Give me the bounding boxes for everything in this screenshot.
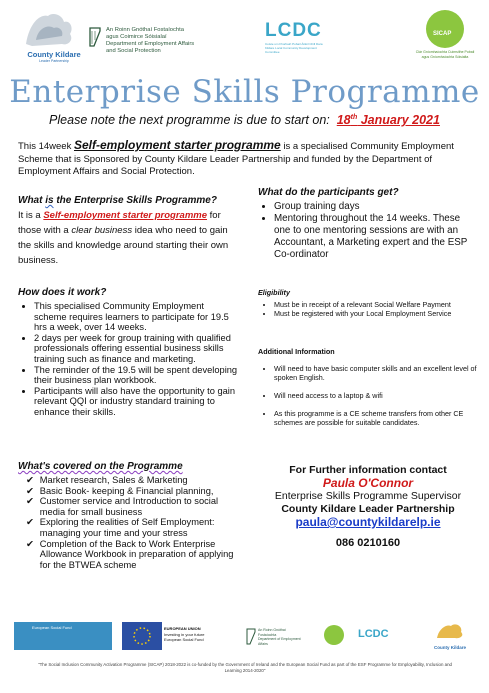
- lcdc-logo: LCDC Coiste um Fhorbairt Pobail Áitiúil Chill Dara Kildare Local Community Development Committee: [265, 20, 345, 54]
- what-is-section: [18, 195, 238, 268]
- how-works-list: [18, 301, 238, 418]
- list-item: • Must be in receipt of a relevant Social Welfare Payment: [274, 300, 478, 309]
- contact-role: Enterprise Skills Programme Supervisor: [274, 490, 462, 502]
- list-item: ✔ Exploring the realities of Self Employment: managing your time and your stress: [26, 517, 215, 538]
- participants-heading: What do the participants get?: [258, 187, 399, 198]
- contact-name: Paula O'Connor: [322, 476, 414, 490]
- covered-heading: What's covered on the Programme: [18, 461, 183, 472]
- list-item: ✔ Customer service and Introduction to social media for small business: [26, 496, 219, 517]
- eligibility-section: [258, 288, 478, 318]
- lcdc-sub: Coiste um Fhorbairt Pobail Áitiúil Chill Dara Kildare Local Community Development Committee: [265, 42, 323, 54]
- additional-section: [258, 347, 478, 427]
- list-item: ✔ Basic Book- keeping & Financial planning,: [26, 485, 214, 496]
- footer-sicap-icon: [314, 622, 354, 650]
- check-icon: ✔: [26, 517, 34, 528]
- list-item: • Mentoring throughout the 14 weeks. These one to one mentoring sessions are with an Accountant, a Marketing expert and the ESP Co-ordinator: [274, 213, 478, 261]
- county-kildare-emblem-icon: [22, 10, 76, 50]
- county-kildare-tagline: Leader Partnership: [39, 59, 69, 63]
- covered-section: [18, 461, 238, 570]
- footer-dept-text: An Roinn Gnóthaí Fostaíochta Department of Employment Affairs: [258, 628, 301, 646]
- contact-block: [258, 464, 478, 550]
- start-date: 18th January 2021: [336, 113, 440, 127]
- what-is-text: It is a Self-employment starter programme for those with a clear business idea who need to gain the skills and knowledge around starting their own business.: [18, 210, 229, 266]
- footer-statement: "The Social Inclusion Community Activation Programme (SICAP) 2018-2022 is co-funded by the Government of Ireland and the European Social Fund as part of the ESF Programme for Employability, Inclusion and Learning 2014-2020": [38, 662, 452, 673]
- additional-list: [258, 364, 478, 427]
- list-item: • Must be registered with your Local Employment Service: [274, 309, 478, 318]
- covered-list: [18, 475, 238, 570]
- intro-highlight: Self-employment starter programme: [73, 138, 281, 152]
- check-icon: ✔: [26, 538, 34, 549]
- additional-heading: Additional Information: [258, 347, 335, 356]
- list-item: • As this programme is a CE scheme transfers from other CE schemes are possible for suitable candidates.: [274, 409, 478, 427]
- footer-lcdc-logo: LCDC: [358, 628, 389, 640]
- sicap-circle-icon: SICAP: [426, 10, 464, 48]
- eu-text: EUROPEAN UNION Investing in your future European Social Fund: [164, 626, 205, 642]
- list-item: • Group training days: [274, 201, 478, 213]
- start-date-notice: Please note the next programme is due to start on: 18th January 2021: [49, 113, 440, 127]
- participants-list: [258, 201, 478, 261]
- contact-org: County Kildare Leader Partnership: [281, 503, 455, 515]
- list-item: ✔ Completion of the Back to Work Enterprise Allowance Workbook in preparation of applying for the BTWEA scheme: [26, 538, 234, 570]
- participants-section: [258, 187, 478, 261]
- esf-programme-logo: European Social Fund: [14, 622, 112, 650]
- county-kildare-logo: [14, 10, 84, 68]
- department-logo-text: An Roinn Gnóthaí Fostaíochta agus Coimirce Sóisialaí Department of Employment Affairs and Social Protection: [106, 27, 195, 54]
- list-item: • Participants will also have the opportunity to gain relevant QQI or industry standard training to enhance their skills.: [34, 386, 238, 418]
- list-item: • Will need access to a laptop & wifi: [274, 391, 478, 400]
- check-icon: ✔: [26, 485, 34, 496]
- footer-county-kildare-logo: County Kildare: [422, 622, 478, 650]
- page-title: Enterprise Skills Programme: [9, 74, 480, 110]
- contact-heading: For Further information contact: [289, 464, 447, 476]
- eligibility-list: [258, 300, 478, 318]
- what-is-heading: What is the Enterprise Skills Programme?: [18, 195, 217, 206]
- contact-email-link[interactable]: paula@countykildarelp.ie: [295, 515, 441, 529]
- county-kildare-name: County Kildare: [27, 50, 81, 59]
- eligibility-heading: Eligibility: [258, 288, 290, 297]
- harp-icon: [88, 26, 102, 48]
- list-item: • 2 days per week for group training with qualified professionals offering essential business skills training such as finance and marketing.: [34, 333, 238, 365]
- check-icon: ✔: [26, 496, 34, 507]
- how-works-section: [18, 287, 238, 418]
- list-item: • The reminder of the 19.5 will be spent developing their business plan workbook.: [34, 365, 238, 386]
- how-works-heading: How does it work?: [18, 287, 107, 298]
- list-item: • Will need to have basic computer skills and an excellent level of spoken English.: [274, 364, 478, 382]
- list-item: ✔ Market research, Sales & Marketing: [26, 475, 188, 485]
- contact-phone: 086 0210160: [335, 537, 401, 549]
- check-icon: ✔: [26, 475, 34, 485]
- footer-logos: [14, 622, 478, 652]
- sicap-logo: SICAP Clár Gníomhaíochta Cuimsithe Pobail agus Gníomhaíochta Sóisialta: [410, 10, 480, 59]
- harp-icon: [246, 622, 256, 650]
- list-item: • This specialised Community Employment scheme requires learners to participate for 19.5 hrs a week, over 14 weeks.: [34, 301, 238, 333]
- intro-paragraph: This 14week Self-employment starter programme is a specialised Community Employment Scheme that is Sponsored by County Kildare Leader Partnership and funded by the Department of Employment Affairs and Social Protection.: [18, 138, 454, 177]
- eu-flag-icon: [122, 622, 162, 650]
